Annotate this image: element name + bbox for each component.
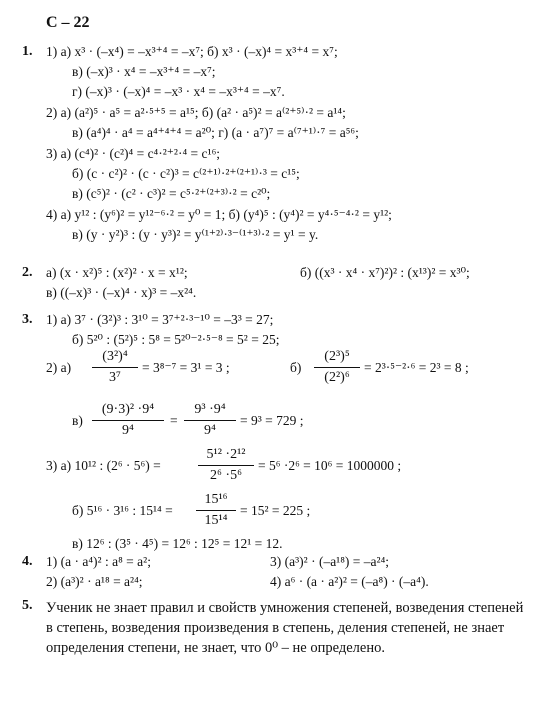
p1-line-4v: в) (y · y²)³ : (y · y³)² = y⁽¹⁺²⁾·³⁻⁽¹⁺³⁾·² = y¹ = y. (72, 227, 319, 242)
p2-line-b: б) ((x³ · x⁴ · x⁷)²)² : (x¹³)² = x³⁰; (300, 265, 470, 280)
p3-3v-line: в) 12⁶ : (3⁵ · 4⁵) = 12⁶ : 12⁵ = 12¹ = 12. (72, 536, 283, 551)
p2-line-v: в) ((–x)³ · (–x)⁴ · x)³ = –x²⁴. (46, 285, 197, 300)
p3-3a-label: 3) а) 10¹² : (2⁶ · 5⁶) = (46, 458, 161, 473)
page-title: С – 22 (46, 14, 90, 31)
p3-2v-result: = 9³ = 729 ; (240, 413, 304, 428)
p5-paragraph: Ученик не знает правил и свойств умножения степеней, возведения степеней в степень, возведения произведения в степень, деления степеней, не знает определения степени, не знает, что 0⁰ – не определено. (46, 600, 524, 656)
p3-2b-numerator: (2³)⁵ (324, 349, 350, 364)
p3-2a-label: 2) а) (46, 360, 72, 375)
p1-line-1a: 1) а) x³ · (–x⁴) = –x³⁺⁴ = –x⁷; б) x³ · (–x)⁴ = x³⁺⁴ = x⁷; (46, 44, 338, 59)
problem-number-2: 2. (22, 265, 33, 280)
p1-line-3v: в) (c⁵)² · (c² · c³)² = c⁵·²⁺⁽²⁺³⁾·² = c²⁰; (72, 186, 271, 201)
p1-line-4a: 4) а) y¹² : (y⁶)² = y¹²⁻⁶·² = y⁰ = 1; б) (y⁴)⁵ : (y⁴)² = y⁴·⁵⁻⁴·² = y¹²; (46, 207, 392, 222)
p1-line-2a: 2) а) (a²)⁵ · a⁵ = a²·⁵⁺⁵ = a¹⁵; б) (a² · a⁵)² = a⁽²⁺⁵⁾·² = a¹⁴; (46, 105, 346, 120)
p3-2b-label: б) (290, 360, 302, 375)
p3-2a-numerator: (3²)⁴ (102, 349, 128, 364)
p3-3b-result: = 15² = 225 ; (240, 503, 311, 518)
p3-3a-result: = 5⁶ ·2⁶ = 10⁶ = 1000000 ; (258, 458, 402, 473)
p3-2b-result: = 2³·⁵⁻²·⁶ = 2³ = 8 ; (364, 360, 469, 375)
p1-line-1v: в) (–x)³ · x⁴ = –x³⁺⁴ = –x⁷; (72, 64, 216, 79)
p3-2v-numerator-2: 9³ ·9⁴ (194, 402, 226, 417)
p1-line-3b: б) (c · c²)² · (c · c²)³ = c⁽²⁺¹⁾·²⁺⁽²⁺¹⁾·³ = c¹⁵; (72, 166, 300, 181)
p3-2v-numerator-1: (9·3)² ·9⁴ (101, 402, 155, 417)
p4-item-1: 1) (a · a⁴)² : a⁸ = a²; (46, 554, 151, 569)
p3-line-1a: 1) а) 3⁷ · (3²)³ : 3¹⁰ = 3⁷⁺²·³⁻¹⁰ = –3³ = 27; (46, 312, 274, 327)
p3-2a-denominator: 3⁷ (109, 370, 121, 385)
p3-2v-equals: = (170, 413, 178, 428)
problem-number-1: 1. (22, 44, 33, 59)
p3-3b-label: б) 5¹⁶ · 3¹⁶ : 15¹⁴ = (72, 503, 173, 518)
p3-3b-denominator: 15¹⁴ (204, 513, 228, 528)
problem-number-4: 4. (22, 554, 33, 569)
p3-2b-denominator: (2²)⁶ (324, 370, 350, 385)
p3-line-1b: б) 5²⁰ : (5²)⁵ : 5⁸ = 5²⁰⁻²·⁵⁻⁸ = 5² = 25; (72, 332, 280, 347)
p4-item-4: 4) a⁶ · (a · a²)² = (–a⁸) · (–a⁴). (270, 574, 429, 589)
p3-2v-denominator-1: 9⁴ (122, 423, 134, 438)
p3-2a-fraction-bar (92, 367, 138, 368)
p3-3a-denominator: 2⁶ ·5⁶ (210, 468, 242, 483)
p1-line-1g: г) (–x)³ · (–x)⁴ = –x³ · x⁴ = –x³⁺⁴ = –x⁷. (72, 84, 285, 99)
p3-3b-numerator: 15¹⁶ (204, 492, 228, 507)
p4-item-3: 3) (a³)² · (–a¹⁸) = –a²⁴; (270, 554, 390, 569)
problem-number-5: 5. (22, 598, 33, 613)
problem-number-3: 3. (22, 312, 33, 327)
p4-item-2: 2) (a³)² · a¹⁸ = a²⁴; (46, 574, 143, 589)
p3-3b-fraction-bar (196, 510, 236, 511)
p3-2v-fraction-bar-1 (92, 420, 164, 421)
p2-line-a: а) (x · x²)⁵ : (x²)² · x = x¹²; (46, 265, 188, 280)
p3-2v-fraction-bar-2 (184, 420, 236, 421)
p3-3a-fraction-bar (198, 465, 254, 466)
p3-2a-result: = 3⁸⁻⁷ = 3¹ = 3 ; (142, 360, 230, 375)
p1-line-3a: 3) а) (c⁴)² · (c²)⁴ = c⁴·²⁺²·⁴ = c¹⁶; (46, 146, 221, 161)
p1-line-2v: в) (a⁴)⁴ · a⁴ = a⁴⁺⁴⁺⁴ = a²⁰; г) (a · a⁷)⁷ = a⁽⁷⁺¹⁾·⁷ = a⁵⁶; (72, 125, 359, 140)
p3-2v-label: в) (72, 413, 83, 428)
p3-3a-numerator: 5¹² ·2¹² (206, 447, 246, 462)
p3-2v-denominator-2: 9⁴ (204, 423, 216, 438)
p3-2b-fraction-bar (314, 367, 360, 368)
